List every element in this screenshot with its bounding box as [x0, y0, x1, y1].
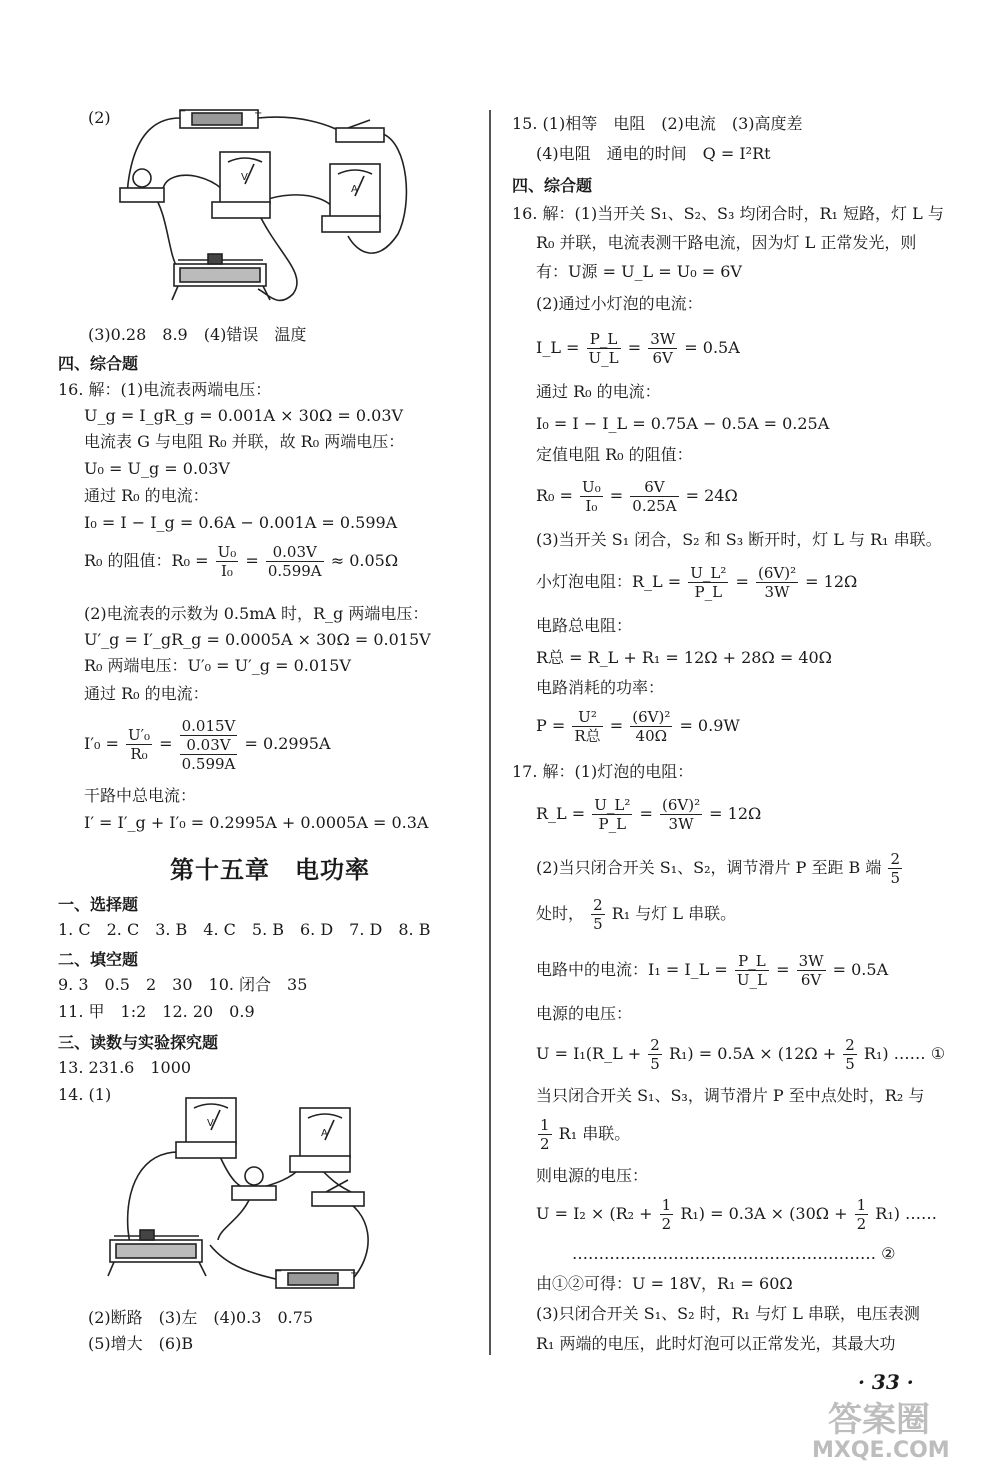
section-heading: 一、选择题	[58, 895, 139, 914]
fraction	[843, 1036, 857, 1073]
watermark-logo: 答案圈	[828, 1400, 930, 1440]
formula-text: R₀ =	[536, 486, 573, 505]
fraction	[126, 726, 152, 763]
equals-sign: =	[735, 572, 749, 591]
formula-line: U_g = I_gR_g = 0.001A × 30Ω = 0.03V	[84, 406, 404, 425]
formula-text: = 0.9W	[679, 716, 740, 735]
formula-text: 电路中的电流：I₁ = I_L =	[536, 960, 728, 979]
formula-line-fraction	[84, 541, 398, 581]
formula-line: U₀ = U_g = 0.03V	[84, 459, 230, 478]
formula-text: = 24Ω	[685, 486, 738, 505]
formula-text: = 12Ω	[709, 804, 762, 823]
text-line: 16. 解：(1)电流表两端电压：	[58, 380, 272, 399]
text-line: 通过 R₀ 的电流：	[84, 486, 209, 505]
denominator: 0.25A	[632, 497, 677, 515]
numerator: 2	[650, 1036, 660, 1054]
text-line: 电流表 G 与电阻 R₀ 并联，故 R₀ 两端电压：	[84, 432, 405, 451]
formula-line: I₀ = I − I_L = 0.75A − 0.5A = 0.25A	[536, 414, 830, 433]
text-line: (2)通过小灯泡的电流：	[536, 294, 703, 313]
numerator: U_L²	[690, 564, 727, 582]
denominator: I₀	[585, 497, 598, 515]
formula-text: R₁) = 0.5A × (12Ω +	[668, 1044, 837, 1063]
numerator: 3W	[650, 330, 676, 348]
formula-line: I′ = I′_g + I′₀ = 0.2995A + 0.0005A = 0.3A	[84, 813, 429, 832]
denominator: 5	[890, 869, 901, 887]
fraction	[660, 1196, 674, 1233]
denominator: 2	[856, 1215, 867, 1233]
formula-line-nested-fraction	[84, 714, 331, 774]
numerator: P_L	[735, 952, 769, 971]
formula-line-fraction	[536, 706, 740, 746]
answer-line: (2)断路 (3)左 (4)0.3 0.75	[88, 1308, 314, 1327]
denominator: 5	[650, 1055, 660, 1073]
equals-sign: =	[639, 804, 653, 823]
minus-sign: −	[178, 106, 187, 117]
fraction	[266, 543, 324, 580]
formula-text: R₁) = 0.3A × (30Ω +	[680, 1204, 848, 1223]
fraction	[660, 796, 702, 833]
column-divider	[489, 110, 491, 1355]
text-line: 则电源的电压：	[536, 1166, 649, 1185]
text-line: ………………………………………………… ②	[572, 1244, 896, 1263]
equals-sign: =	[159, 734, 173, 753]
text-line-fraction	[536, 1114, 630, 1154]
fraction	[630, 478, 678, 515]
section-heading: 二、填空题	[58, 950, 139, 969]
answer-line: (4)电阻 通电的时间 Q = I²Rt	[536, 144, 771, 163]
numerator: 3W	[798, 952, 824, 970]
answer-line: 11. 甲 1:2 12. 20 0.9	[58, 1002, 255, 1021]
formula-line-fraction	[536, 562, 857, 602]
denominator: U_L	[588, 349, 619, 367]
formula-text: ≈ 0.05Ω	[330, 551, 399, 570]
text-span: (2)当只闭合开关 S₁、S₂，调节滑片 P 至距 B 端	[536, 858, 882, 877]
formula-line: R总 = R_L + R₁ = 12Ω + 28Ω = 40Ω	[536, 648, 832, 667]
text-line: 当只闭合开关 S₁、S₃，调节滑片 P 至中点处时，R₂ 与	[536, 1086, 925, 1105]
chapter-title: 第十五章 电功率	[170, 855, 370, 884]
minus-sign: −	[274, 1266, 283, 1277]
numerator: 2	[845, 1036, 855, 1054]
formula-line-fraction	[536, 950, 888, 990]
ammeter-label: A	[351, 184, 358, 195]
fraction	[888, 850, 902, 887]
text-line: 电路总电阻：	[536, 616, 633, 635]
fraction	[797, 952, 826, 989]
numerator: 2	[890, 850, 901, 868]
formula-text: R₁) ……	[875, 1204, 938, 1223]
numerator: (6V)²	[757, 564, 797, 582]
equals-sign: =	[245, 551, 259, 570]
circuit-diagram-voltmeter-ammeter	[108, 104, 428, 322]
formula-text: U = I₁(R_L +	[536, 1044, 642, 1063]
fraction	[216, 543, 239, 580]
text-span: R₁ 串联。	[558, 1124, 631, 1143]
numerator: U²	[572, 708, 602, 727]
denominator: 6V	[652, 349, 673, 367]
numerator: (6V)²	[632, 708, 671, 726]
text-line: (3)只闭合开关 S₁、S₂ 时，R₁ 与灯 L 串联，电压表测	[536, 1304, 920, 1323]
text-line: (2)	[88, 108, 111, 127]
text-line: (2)电流表的示数为 0.5mA 时，R_g 两端电压：	[84, 604, 429, 623]
formula-line-fraction	[536, 794, 761, 834]
denominator: U_L	[736, 971, 767, 989]
fraction	[756, 564, 798, 601]
numerator: U₀	[582, 478, 601, 496]
answer-line: (5)增大 (6)B	[88, 1334, 194, 1353]
fraction	[592, 796, 632, 833]
text-line: 17. 解：(1)灯泡的电阻：	[512, 762, 694, 781]
fraction	[648, 330, 677, 367]
fraction	[855, 1196, 869, 1233]
formula-text: I′₀ =	[84, 734, 119, 753]
fraction	[688, 564, 728, 601]
text-line: 通过 R₀ 的电流：	[536, 382, 661, 401]
answer-line: 13. 231.6 1000	[58, 1058, 192, 1077]
formula-text: = 0.5A	[832, 960, 889, 979]
formula-text: P =	[536, 716, 566, 735]
section-heading: 三、读数与实验探究题	[58, 1033, 219, 1052]
watermark-url: MXQE.COM	[812, 1438, 950, 1463]
text-line: 由①②可得：U = 18V，R₁ = 60Ω	[536, 1274, 793, 1293]
formula-line-fraction	[536, 1194, 937, 1234]
denominator: 40Ω	[635, 727, 668, 745]
formula-line: U′_g = I′_gR_g = 0.0005A × 30Ω = 0.015V	[84, 630, 431, 649]
plus-sign: +	[350, 1268, 359, 1279]
page-number: · 33 ·	[858, 1370, 914, 1394]
ammeter-label: A	[321, 1128, 328, 1139]
numerator: (6V)²	[661, 796, 701, 814]
denominator: P_L	[694, 583, 723, 601]
text-span: 处时，	[536, 904, 585, 923]
denominator: 6V	[800, 971, 822, 989]
formula-text: R_L =	[536, 804, 586, 823]
numerator: 0.015V	[181, 716, 236, 735]
equals-sign: =	[609, 716, 624, 735]
formula-text: 小灯泡电阻：R_L =	[536, 572, 682, 591]
text-line: (3)当开关 S₁ 闭合，S₂ 和 S₃ 断开时，灯 L 与 R₁ 串联。	[536, 530, 942, 549]
equals-sign: =	[609, 486, 624, 505]
plus-sign: +	[254, 108, 263, 119]
fraction	[648, 1036, 662, 1073]
text-line: 通过 R₀ 的电流：	[84, 684, 209, 703]
section-heading: 四、综合题	[58, 354, 139, 373]
numerator: 1	[540, 1116, 550, 1134]
text-line: R₀ 并联，电流表测干路电流，因为灯 L 正常发光，则	[536, 233, 917, 252]
fraction	[587, 330, 621, 367]
numerator: 1	[856, 1196, 867, 1214]
denominator: 2	[661, 1215, 672, 1233]
answer-line: 9. 3 0.5 2 30 10. 闭合 35	[58, 975, 308, 994]
denominator: P_L	[598, 815, 627, 833]
fraction	[735, 952, 769, 989]
fraction	[591, 896, 605, 933]
denominator: 5	[593, 915, 603, 933]
denominator-denominator: 0.599A	[181, 754, 236, 773]
formula-line-fraction	[536, 476, 738, 516]
text-line-fraction	[536, 848, 904, 888]
answer-line: 1. C 2. C 3. B 4. C 5. B 6. D 7. D 8. B	[58, 920, 431, 939]
text-line: R₁ 两端的电压，此时灯泡可以正常发光，其最大功	[536, 1334, 896, 1353]
text-line: (3)0.28 8.9 (4)错误 温度	[88, 325, 307, 344]
equals-sign: =	[627, 338, 642, 357]
formula-line-fraction	[536, 328, 740, 368]
section-heading: 四、综合题	[512, 176, 593, 195]
numerator: 2	[593, 896, 603, 914]
numerator: U_L²	[594, 796, 631, 814]
text-line: 定值电阻 R₀ 的阻值：	[536, 445, 693, 464]
fraction	[580, 478, 603, 515]
text-line-fraction	[536, 894, 736, 934]
numerator: U₀	[217, 543, 237, 561]
fraction	[630, 708, 672, 745]
nested-fraction	[180, 717, 238, 773]
formula-text: U = I₂ × (R₂ +	[536, 1204, 653, 1223]
numerator: 1	[661, 1196, 672, 1214]
voltmeter-label: V	[207, 1118, 214, 1129]
numerator: 0.03V	[266, 543, 324, 562]
fraction	[572, 708, 602, 745]
text-line: 16. 解：(1)当开关 S₁、S₂、S₃ 均闭合时，R₁ 短路，灯 L 与	[512, 204, 944, 223]
fraction	[538, 1116, 552, 1153]
formula-text: R₁) …… ①	[863, 1044, 946, 1063]
formula-text: = 12Ω	[805, 572, 858, 591]
denominator: 3W	[764, 583, 790, 601]
text-line: R₀ 两端电压：U′₀ = U′_g = 0.015V	[84, 656, 351, 675]
denominator: 5	[845, 1055, 855, 1073]
numerator: P_L	[587, 330, 621, 349]
formula-text: = 0.2995A	[244, 734, 331, 753]
numerator: 6V	[630, 478, 678, 497]
denominator-numerator: 0.03V	[180, 736, 238, 755]
formula-text: = 0.5A	[684, 338, 740, 357]
text-line: 电源的电压：	[536, 1004, 633, 1023]
formula-text: I_L =	[536, 338, 580, 357]
denominator: R₀	[130, 745, 148, 763]
denominator: 2	[540, 1135, 550, 1153]
text-line: 干路中总电流：	[84, 786, 197, 805]
formula-text: R₀ 的阻值：R₀ =	[84, 551, 209, 570]
text-span: R₁ 与灯 L 串联。	[611, 904, 737, 923]
denominator: 3W	[668, 815, 694, 833]
numerator: U′₀	[127, 726, 151, 744]
voltmeter-label: V	[241, 172, 248, 183]
denominator: I₀	[220, 562, 233, 580]
text-line: 电路消耗的功率：	[536, 678, 665, 697]
formula-line: I₀ = I − I_g = 0.6A − 0.001A = 0.599A	[84, 513, 398, 532]
denominator: R总	[574, 727, 601, 745]
answer-line: 14. (1)	[58, 1085, 112, 1104]
answer-line: 15. (1)相等 电阻 (2)电流 (3)高度差	[512, 114, 803, 133]
formula-line: 有：U源 = U_L = U₀ = 6V	[536, 262, 742, 281]
formula-line-fraction	[536, 1034, 945, 1074]
equals-sign: =	[776, 960, 790, 979]
circuit-diagram-bulb-rheostat	[100, 1080, 390, 1310]
denominator: 0.599A	[267, 562, 322, 580]
